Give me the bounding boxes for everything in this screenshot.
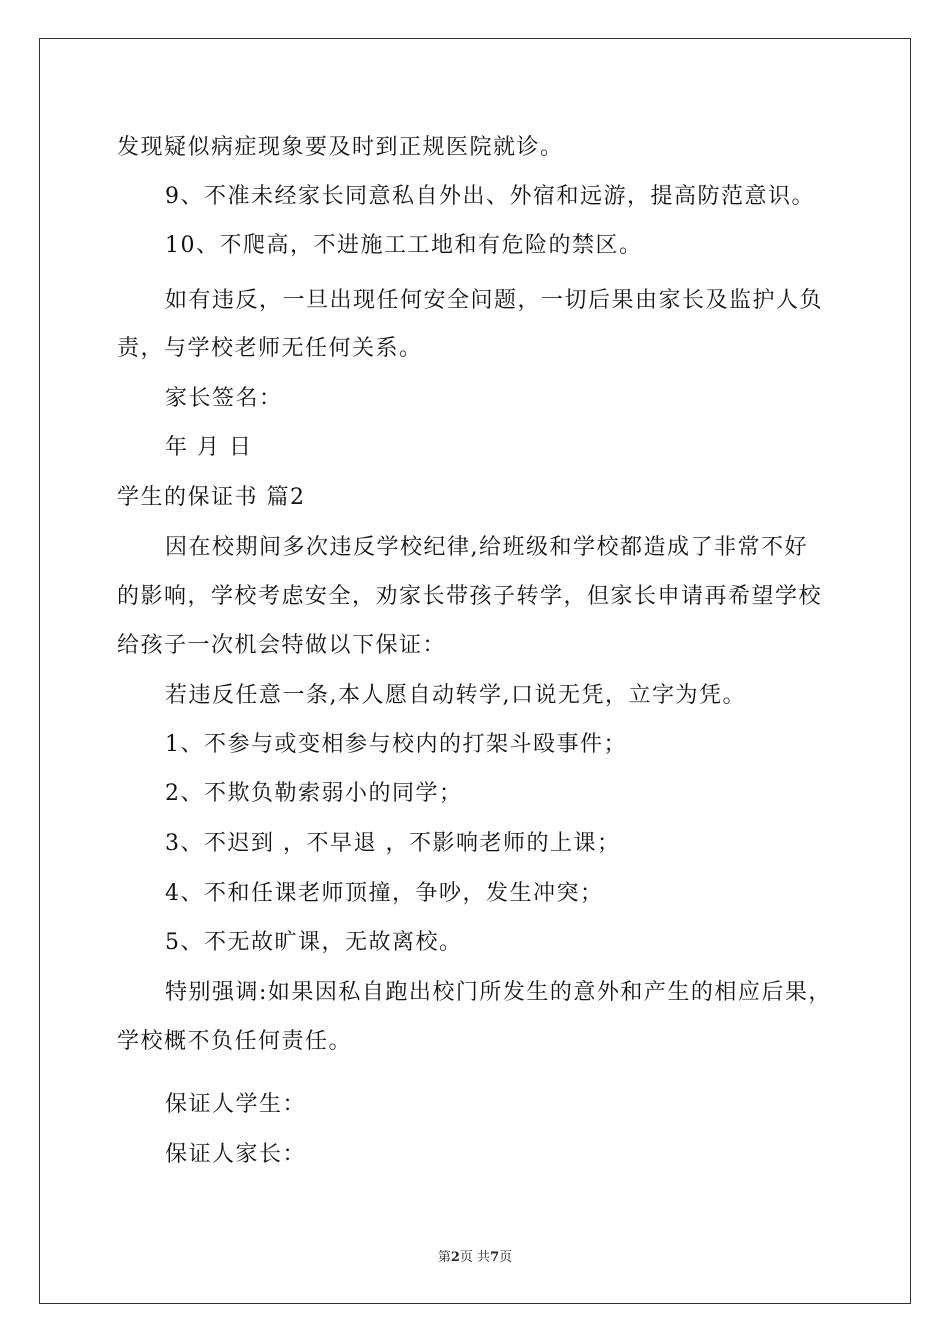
signature-label-student: 保证人学生： — [165, 1092, 307, 1117]
page-suffix: 页 — [499, 1250, 513, 1265]
list-item: 1、不参与或变相参与校内的打架斗殴事件； — [165, 732, 627, 757]
signature-label-guardian: 保证人家长： — [165, 1142, 307, 1167]
list-item: 4、不和任课老师顶撞，争吵，发生冲突； — [165, 881, 604, 906]
paragraph-line: 学校概不负任何责任。 — [117, 1029, 353, 1054]
list-item: 3、不迟到 ，不早退 ，不影响老师的上课； — [165, 831, 621, 856]
section-heading: 学生的保证书 篇2 — [117, 485, 306, 510]
page-prefix: 第 — [437, 1250, 451, 1265]
page-current: 2 — [450, 1250, 460, 1265]
paragraph-line: 的影响，学校考虑安全，劝家长带孩子转学，但家长申请再希望学校 — [117, 584, 823, 609]
paragraph-line: 如有违反，一旦出现任何安全问题，一切后果由家长及监护人负 — [165, 288, 824, 313]
paragraph-line: 特别强调:如果因私自跑出校门所发生的意外和产生的相应后果， — [165, 980, 832, 1005]
paragraph-line: 责，与学校老师无任何关系。 — [117, 336, 423, 361]
signature-label-parent: 家长签名： — [165, 386, 283, 411]
page-total: 7 — [490, 1250, 500, 1265]
paragraph-line: 若违反任意一条,本人愿自动转学,口说无凭，立字为凭。 — [165, 683, 746, 708]
paragraph-line: 给孩子一次机会特做以下保证： — [117, 633, 447, 658]
paragraph-line: 10、不爬高，不进施工工地和有危险的禁区。 — [165, 233, 643, 258]
page-footer — [0, 1246, 950, 1265]
date-line: 年 月 日 — [165, 435, 253, 460]
paragraph-line: 9、不准未经家长同意私自外出、外宿和远游，提高防范意识。 — [165, 184, 815, 209]
list-item: 5、不无故旷课，无故离校。 — [165, 930, 463, 955]
paragraph-line: 发现疑似病症现象要及时到正规医院就诊。 — [117, 135, 564, 160]
list-item: 2、不欺负勒索弱小的同学； — [165, 781, 463, 806]
page-mid: 页 共 — [459, 1250, 491, 1265]
paragraph-line: 因在校期间多次违反学校纪律,给班级和学校都造成了非常不好 — [165, 535, 808, 560]
